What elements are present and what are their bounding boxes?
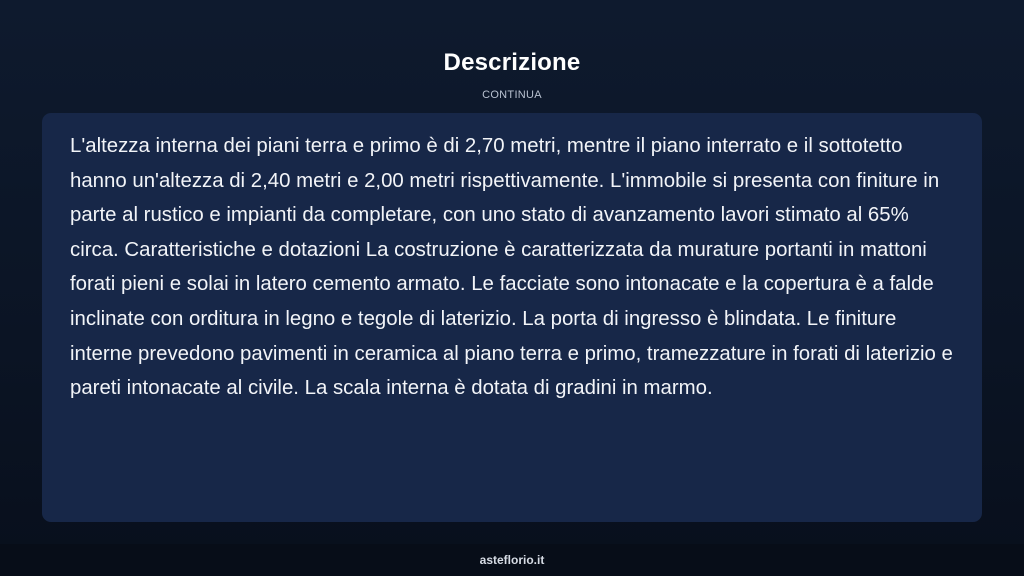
page-subtitle: CONTINUA <box>482 89 542 101</box>
footer-site-label: asteflorio.it <box>479 553 545 567</box>
footer-bar <box>0 544 1024 576</box>
description-card <box>42 113 982 522</box>
page-title: Descrizione <box>443 49 581 76</box>
description-text: L'altezza interna dei piani terra e primo è di 2,70 metri, mentre il piano interrato e il sottotetto hanno un'altezza di 2,40 metri e 2,00 metri rispettivamente. L'immobile si presenta con finiture in parte al rustico e impianti da completare, con uno stato di avanzamento lavori stimato al 65% circa. Caratteristiche e dotazioni La costruzione è caratterizzata da murature portanti in mattoni forati pieni e solai in latero cemento armato. Le facciate sono intonacate e la copertura è a falde inclinate con orditura in legno e tegole di laterizio. La porta di ingresso è blindata. Le finiture interne prevedono pavimenti in ceramica al piano terra e primo, tramezzature in forati di laterizio e pareti intonacate al civile. La scala interna è dotata di gradini in marmo. <box>70 135 953 400</box>
